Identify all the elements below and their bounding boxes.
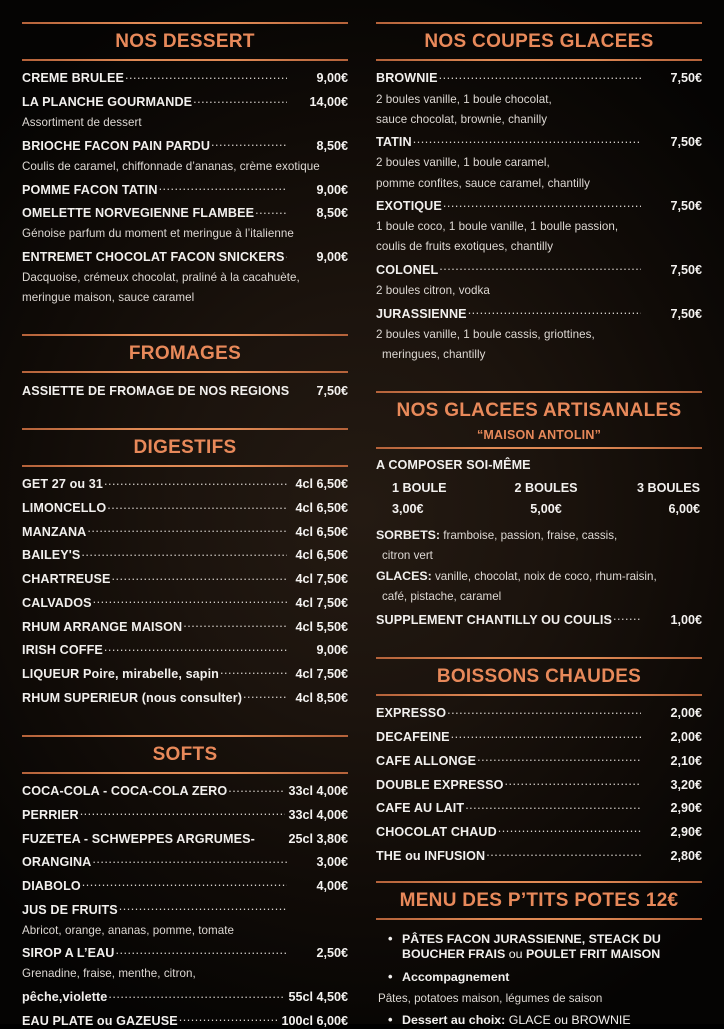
scoop-label: 2 BOULES <box>514 480 578 495</box>
item-name: DIABOLO <box>22 878 81 893</box>
scoop-label: 3 BOULES <box>637 480 701 495</box>
menu-row[interactable] <box>22 571 348 586</box>
dot-leader <box>486 847 641 860</box>
section-nos-glacees-artisanales-items <box>376 449 702 627</box>
item-name: RHUM SUPERIEUR (nous consulter) <box>22 690 243 705</box>
scoop-price: 6,00€ <box>668 501 701 516</box>
item-name: EAU PLATE ou GAZEUSE <box>22 1013 178 1028</box>
dot-leader <box>243 689 287 702</box>
item-name: DECAFEINE <box>376 730 450 745</box>
item-price: 7,50€ <box>316 383 348 398</box>
section-gap <box>22 312 348 334</box>
dot-leader <box>87 523 287 536</box>
kids-menu-list <box>376 920 702 1029</box>
menu-row[interactable] <box>22 181 348 196</box>
scoop-price-grid <box>376 481 702 516</box>
menu-row[interactable] <box>376 752 702 767</box>
section-title: DIGESTIFS <box>133 436 237 458</box>
menu-row[interactable] <box>376 70 702 85</box>
menu-row[interactable] <box>376 198 702 213</box>
item-price: 14,00€ <box>309 95 348 110</box>
flavour-text: vanille, chocolat, noix de coco, rhum-raisin, <box>431 570 657 584</box>
item-name: LIQUEUR Poire, mirabelle, sapin <box>22 666 219 681</box>
menu-row[interactable] <box>376 847 702 862</box>
dot-leader <box>125 70 287 83</box>
item-price: 9,00€ <box>316 250 348 265</box>
section-softs-header <box>22 735 348 774</box>
item-price: 2,00€ <box>670 706 702 721</box>
item-name: PERRIER <box>22 807 79 822</box>
kids-menu-side-label: • Accompagnement <box>376 970 702 986</box>
item-price: 4cl 7,50€ <box>295 572 348 587</box>
dot-leader <box>443 198 641 211</box>
section-fromages-items <box>22 373 348 397</box>
item-price: 33cl 4,00€ <box>288 807 348 822</box>
menu-row[interactable] <box>22 382 348 397</box>
item-price: 3,00€ <box>316 855 348 870</box>
flavour-line-sorbets-cont: citron vert <box>382 549 433 563</box>
item-name: POMME FACON TATIN <box>22 182 158 197</box>
dot-leader <box>183 618 287 631</box>
item-name: DOUBLE EXPRESSO <box>376 777 504 792</box>
item-description: 1 boule coco, 1 boule vanille, 1 boulle passion, <box>376 220 619 234</box>
scoop-label: 1 BOULE <box>392 480 447 495</box>
dot-leader <box>439 261 641 274</box>
dot-leader <box>465 800 641 813</box>
item-name: ORANGINA <box>22 855 92 870</box>
item-price: 8,50€ <box>316 206 348 221</box>
menu-row[interactable] <box>22 523 348 538</box>
dot-leader <box>119 901 287 914</box>
section-subtitle: “MAISON ANTOLIN” <box>476 427 602 442</box>
menu-row[interactable] <box>22 137 348 152</box>
item-description: 2 boules citron, vodka <box>376 284 490 298</box>
menu-row[interactable] <box>22 854 348 869</box>
section-nos-dessert-header <box>22 22 348 61</box>
dot-leader <box>255 205 287 218</box>
item-price: 9,00€ <box>316 71 348 86</box>
item-name: COCA-COLA - COCA-COLA ZERO <box>22 784 228 799</box>
item-price: 2,90€ <box>670 801 702 816</box>
item-name: GET 27 ou 31 <box>22 477 103 492</box>
dot-leader <box>439 70 641 83</box>
dot-leader <box>220 665 287 678</box>
item-name: pêche,violette <box>22 990 108 1005</box>
menu-row[interactable] <box>22 830 348 845</box>
item-price: 2,00€ <box>670 730 702 745</box>
menu-row[interactable] <box>22 476 348 491</box>
menu-row[interactable] <box>376 729 702 744</box>
item-price: 7,50€ <box>670 71 702 86</box>
item-price: 4cl 7,50€ <box>295 666 348 681</box>
dot-leader <box>159 181 287 194</box>
dot-leader <box>613 611 641 624</box>
dot-leader <box>104 476 287 489</box>
menu-row[interactable] <box>22 205 348 220</box>
item-name: SUPPLEMENT CHANTILLY OU COULIS <box>376 612 613 627</box>
item-name: JURASSIENNE <box>376 306 467 321</box>
menu-row[interactable] <box>376 261 702 276</box>
item-price: 55cl 4,50€ <box>288 990 348 1005</box>
scoop-option[interactable] <box>597 481 700 516</box>
dot-leader <box>80 806 286 819</box>
menu-row[interactable] <box>22 500 348 515</box>
section-digestifs-items <box>22 467 348 704</box>
item-name: IRISH COFFE <box>22 643 103 658</box>
menu-row[interactable] <box>376 776 702 791</box>
left-column <box>0 0 362 1028</box>
scoop-price: 3,00€ <box>392 501 424 516</box>
item-name: ASSIETTE DE FROMAGE DE NOS REGIONS <box>22 383 290 398</box>
section-title: NOS GLACEES ARTISANALES <box>396 400 682 422</box>
section-nos-glacees-artisanales-header <box>376 391 702 449</box>
section-boissons-chaudes-header <box>376 657 702 696</box>
menu-row[interactable] <box>22 594 348 609</box>
menu-row[interactable] <box>22 806 348 821</box>
item-price: 4,00€ <box>316 878 348 893</box>
item-description: 2 boules vanille, 1 boule chocolat, <box>376 92 552 106</box>
item-name: TATIN <box>376 135 412 150</box>
item-description: meringues, chantilly <box>382 348 486 362</box>
item-price: 9,00€ <box>316 643 348 658</box>
kids-dessert-options: GLACE ou BROWNIE <box>508 1012 631 1027</box>
section-gap <box>22 713 348 735</box>
item-name: COLONEL <box>376 263 439 278</box>
dot-leader <box>286 249 287 262</box>
item-description: Génoise parfum du moment et meringue à l’italienne <box>22 227 294 241</box>
dot-leader <box>107 500 287 513</box>
menu-row[interactable] <box>22 989 348 1004</box>
section-title: SOFTS <box>152 743 218 765</box>
item-description: meringue maison, sauce caramel <box>22 291 195 305</box>
item-price: 1,00€ <box>670 612 702 627</box>
section-title: FROMAGES <box>128 343 242 365</box>
section-softs-items <box>22 774 348 1028</box>
menu-row[interactable] <box>22 618 348 633</box>
menu-row[interactable] <box>376 800 702 815</box>
item-price: 2,50€ <box>316 946 348 961</box>
section-title: MENU DES P’TITS POTES 12€ <box>399 889 679 911</box>
item-name: CALVADOS <box>22 595 92 610</box>
section-digestifs-header <box>22 428 348 467</box>
dot-leader <box>92 854 287 867</box>
menu-row[interactable] <box>376 134 702 149</box>
item-price: 25cl 3,80€ <box>288 831 348 846</box>
item-name: OMELETTE NORVEGIENNE FLAMBEE <box>22 206 255 221</box>
menu-row[interactable] <box>22 249 348 264</box>
menu-row[interactable] <box>376 705 702 720</box>
kids-menu-side-options: Pâtes, potatoes maison, légumes de saison <box>378 992 603 1006</box>
item-name: EXOTIQUE <box>376 199 442 214</box>
menu-row[interactable] <box>22 642 348 657</box>
item-price: 100cl 6,00€ <box>281 1013 348 1028</box>
dot-leader <box>111 571 287 584</box>
item-price: 4cl 7,50€ <box>295 595 348 610</box>
item-price: 4cl 8,50€ <box>295 690 348 705</box>
kids-menu-main <box>376 932 702 964</box>
item-name: JUS DE FRUITS <box>22 902 118 917</box>
item-name: CAFE AU LAIT <box>376 801 465 816</box>
item-name: LIMONCELLO <box>22 501 107 516</box>
menu-row-supplement[interactable] <box>376 611 702 626</box>
dot-leader <box>477 752 641 765</box>
kids-main-bold: PÂTES FACON JURASSIENNE, STEACK DU BOUCHER FRAIS <box>402 931 661 962</box>
item-price: 9,00€ <box>316 182 348 197</box>
flavour-line-glaces <box>376 570 702 583</box>
section-nos-coupes-glacees-items <box>376 61 702 361</box>
menu-row[interactable] <box>22 70 348 85</box>
dot-leader <box>116 945 287 958</box>
flavour-label: SORBETS: <box>376 527 441 542</box>
section-title: NOS COUPES GLACEES <box>424 31 654 52</box>
dot-leader <box>228 783 285 796</box>
menu-row[interactable] <box>22 1012 348 1027</box>
dot-leader <box>93 594 287 607</box>
section-title: NOS DESSERT <box>115 31 255 52</box>
item-price: 7,50€ <box>670 199 702 214</box>
item-description: 2 boules vanille, 1 boule caramel, <box>376 156 550 170</box>
item-name: MANZANA <box>22 524 87 539</box>
flavour-line-sorbets <box>376 529 702 542</box>
item-price: 4cl 6,50€ <box>295 501 348 516</box>
compose-title: A COMPOSER SOI-MÊME <box>376 457 531 472</box>
item-name: SIROP A L’EAU <box>22 946 115 961</box>
menu-row[interactable] <box>22 665 348 680</box>
menu-row[interactable] <box>376 823 702 838</box>
section-nos-coupes-glacees-header <box>376 22 702 61</box>
section-boissons-chaudes-items <box>376 696 702 862</box>
item-price: 2,10€ <box>670 753 702 768</box>
item-name: CREME BRULEE <box>22 71 124 86</box>
kids-main-bold2: POULET FRIT MAISON <box>525 947 661 962</box>
section-fromages-header <box>22 334 348 373</box>
item-price: 4cl 5,50€ <box>295 619 348 634</box>
dot-leader <box>104 642 287 655</box>
item-name: RHUM ARRANGE MAISON <box>22 619 183 634</box>
item-name: THE ou INFUSION <box>376 848 486 863</box>
section-nos-dessert-items <box>22 61 348 304</box>
dot-leader <box>179 1012 279 1025</box>
item-description: Coulis de caramel, chiffonnade d’ananas, crème exotique <box>22 160 320 173</box>
item-name: LA PLANCHE GOURMANDE <box>22 95 193 110</box>
dot-leader <box>82 877 287 890</box>
right-column <box>362 0 724 1027</box>
item-price: 3,20€ <box>670 777 702 792</box>
item-price: 8,50€ <box>316 138 348 153</box>
kids-menu-dessert <box>376 1013 702 1029</box>
item-price: 2,90€ <box>670 824 702 839</box>
menu-row[interactable] <box>22 901 348 916</box>
item-description: Dacquoise, crémeux chocolat, praliné à la cacahuète, <box>22 271 300 285</box>
item-description: pomme confites, sauce caramel, chantilly <box>376 176 590 190</box>
item-name: FUZETEA - SCHWEPPES ARGRUMES- <box>22 831 255 846</box>
menu-row[interactable] <box>22 547 348 562</box>
item-price: 2,80€ <box>670 848 702 863</box>
kids-main-light: ou <box>508 947 526 962</box>
menu-row[interactable] <box>22 783 348 798</box>
section-gap <box>376 369 702 391</box>
dot-leader <box>447 705 641 718</box>
item-description: Abricot, orange, ananas, pomme, tomate <box>22 923 234 937</box>
item-name: CAFE ALLONGE <box>376 753 477 768</box>
dot-leader <box>451 729 641 742</box>
scoop-price: 5,00€ <box>530 501 562 516</box>
dot-leader <box>81 547 287 560</box>
item-name: CHOCOLAT CHAUD <box>376 824 497 839</box>
dot-leader <box>193 94 287 107</box>
item-price: 4cl 6,50€ <box>295 548 348 563</box>
top-spacer <box>22 0 348 22</box>
item-name: CHARTREUSE <box>22 572 111 587</box>
top-spacer <box>376 0 702 22</box>
dot-leader <box>468 305 641 318</box>
dot-leader <box>413 134 641 147</box>
item-name: ENTREMET CHOCOLAT FACON SNICKERS <box>22 250 285 265</box>
item-description: Assortiment de dessert <box>22 116 142 130</box>
item-price: 33cl 4,00€ <box>288 784 348 799</box>
item-price: 7,50€ <box>670 306 702 321</box>
item-description: Grenadine, fraise, menthe, citron, <box>22 967 196 981</box>
item-name: BROWNIE <box>376 71 438 86</box>
dot-leader <box>108 989 285 1002</box>
item-name: BRIOCHE FACON PAIN PARDU <box>22 138 211 153</box>
section-gap <box>376 871 702 881</box>
menu-row[interactable] <box>22 94 348 109</box>
item-price: 7,50€ <box>670 135 702 150</box>
kids-dessert-label: Dessert au choix: <box>402 1012 509 1027</box>
menu-row[interactable] <box>376 305 702 320</box>
dot-leader <box>211 137 287 150</box>
item-price: 4cl 6,50€ <box>295 477 348 492</box>
item-name: EXPRESSO <box>376 706 447 721</box>
item-description: 2 boules vanille, 1 boule cassis, griottines, <box>376 327 595 341</box>
menu-row[interactable] <box>22 877 348 892</box>
section-menu-ptits-potes-header <box>376 881 702 920</box>
section-gap <box>22 406 348 428</box>
flavour-text: framboise, passion, fraise, cassis, <box>440 528 618 542</box>
flavour-line-glaces-cont: café, pistache, caramel <box>382 590 502 604</box>
flavour-label: GLACES: <box>376 569 432 584</box>
item-description: coulis de fruits exotiques, chantilly <box>376 240 554 254</box>
section-title: BOISSONS CHAUDES <box>436 666 642 688</box>
item-name: BAILEY'S <box>22 548 81 563</box>
section-gap <box>376 635 702 657</box>
scoop-option[interactable] <box>378 481 495 516</box>
dot-leader <box>498 823 641 836</box>
item-price: 7,50€ <box>670 263 702 278</box>
item-price: 4cl 6,50€ <box>295 524 348 539</box>
menu-row[interactable] <box>22 689 348 704</box>
dot-leader <box>504 776 641 789</box>
menu-row[interactable] <box>22 945 348 960</box>
scoop-option[interactable] <box>495 481 598 516</box>
item-description: sauce chocolat, brownie, chanilly <box>376 112 548 126</box>
